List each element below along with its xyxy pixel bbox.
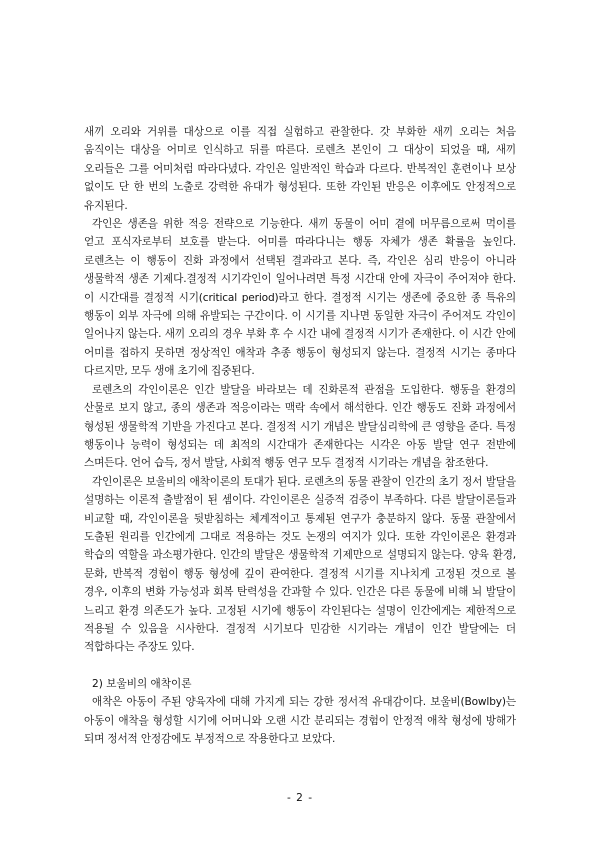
page-number: - 2 -: [286, 792, 314, 804]
body-paragraph: 로렌츠의 각인이론은 인간 발달을 바라보는 데 진화론적 관점을 도입한다. 행동을 환경의 산물로 보지 않고, 종의 생존과 적응이라는 맥락 속에서 해석한다. 인간 행동도 진화 과정에서 형성된 생물학적 기반을 가진다고 본다. 결정적 시기 개념은 발달심리학에 큰 영향을 준다. 특정 행동이나 능력이 형성되는 데 최적의 시간대가 존재한다는 시각은 아동 발달 연구 전반에 스며든다. 언어 습득, 정서 발달, 사회적 행동 연구 모두 결정적 시기라는 개념을 참조한다.: [84, 383, 516, 470]
document-body: [84, 123, 516, 748]
body-paragraph: 각인이론은 보울비의 애착이론의 토대가 된다. 로렌츠의 동물 관찰이 인간의 초기 정서 발달을 설명하는 이론적 출발점이 된 셈이다. 각인이론은 실증적 검증이 부족하다. 다른 발달이론들과 비교할 때, 각인이론을 뒷받침하는 체계적이고 통제된 연구가 충분하지 않다. 동물 관찰에서 도출된 원리를 인간에게 그대로 적용하는 것도 논쟁의 여지가 있다. 또한 각인이론은 환경과 학습의 역할을 과소평가한다. 인간의 발달은 생물학적 기제만으로 설명되지 않는다. 양육 환경, 문화, 반복적 경험이 행동 형성에 깊이 관여한다. 결정적 시기를 지나치게 고정된 것으로 볼 경우, 이후의 변화 가능성과 회복 탄력성을 간과할 수 있다. 인간은 다른 동물에 비해 뇌 발달이 느리고 환경 의존도가 높다. 고정된 시기에 행동이 각인된다는 설명이 인간에게는 제한적으로 적용될 수 있음을 시사한다. 결정적 시기보다 민감한 시기라는 개념이 인간 발달에는 더 적합하다는 주장도 있다.: [84, 475, 516, 654]
body-paragraph: 새끼 오리와 거위를 대상으로 이를 직접 실험하고 관찰한다. 갓 부화한 새끼 오리는 처음 움직이는 대상을 어미로 인식하고 뒤를 따른다. 로렌츠 본인이 그 대상이 되었을 때, 새끼 오리들은 그를 어미처럼 따라다녔다. 각인은 일반적인 학습과 다르다. 반복적인 훈련이나 보상 없이도 단 한 번의 노출로 강력한 유대가 형성된다. 또한 각인된 반응은 이후에도 안정적으로 유지된다.: [84, 126, 516, 212]
body-paragraph: 각인은 생존을 위한 적응 전략으로 기능한다. 새끼 동물이 어미 곁에 머무름으로써 먹이를 얻고 포식자로부터 보호를 받는다. 어미를 따라다니는 행동 자체가 생존 확률을 높인다. 로렌츠는 이 행동이 진화 과정에서 선택된 결과라고 본다. 즉, 각인은 심리 반응이 아니라 생물학적 생존 기제다.결정적 시기각인이 일어나려면 특정 시간대 안에 자극이 주어져야 한다. 이 시간대를 결정적 시기(critical period)라고 한다. 결정적 시기는 생존에 중요한 종 특유의 행동이 외부 자극에 의해 유발되는 구간이다. 이 시기를 지나면 동일한 자극이 주어져도 각인이 일어나지 않는다. 새끼 오리의 경우 부화 후 수 시간 내에 결정적 시기가 존재한다. 이 시간 안에 어미를 접하지 못하면 정상적인 애착과 추종 행동이 형성되지 않는다. 결정적 시기는 종마다 다르지만, 모두 생애 초기에 집중된다.: [84, 218, 516, 378]
section-heading: 2) 보울비의 애착이론: [92, 677, 192, 690]
section-spacer: [84, 657, 516, 675]
section-paragraph: 애착은 아동이 주된 양육자에 대해 가지게 되는 강한 정서적 유대감이다. 보울비(Bowlby)는 아동이 애착을 형성할 시기에 어머니와 오랜 시간 분리되는 경험이 안정적 애착 형성에 방해가 되며 정서적 안정감에도 부정적으로 작용한다고 보았다.: [84, 696, 516, 745]
